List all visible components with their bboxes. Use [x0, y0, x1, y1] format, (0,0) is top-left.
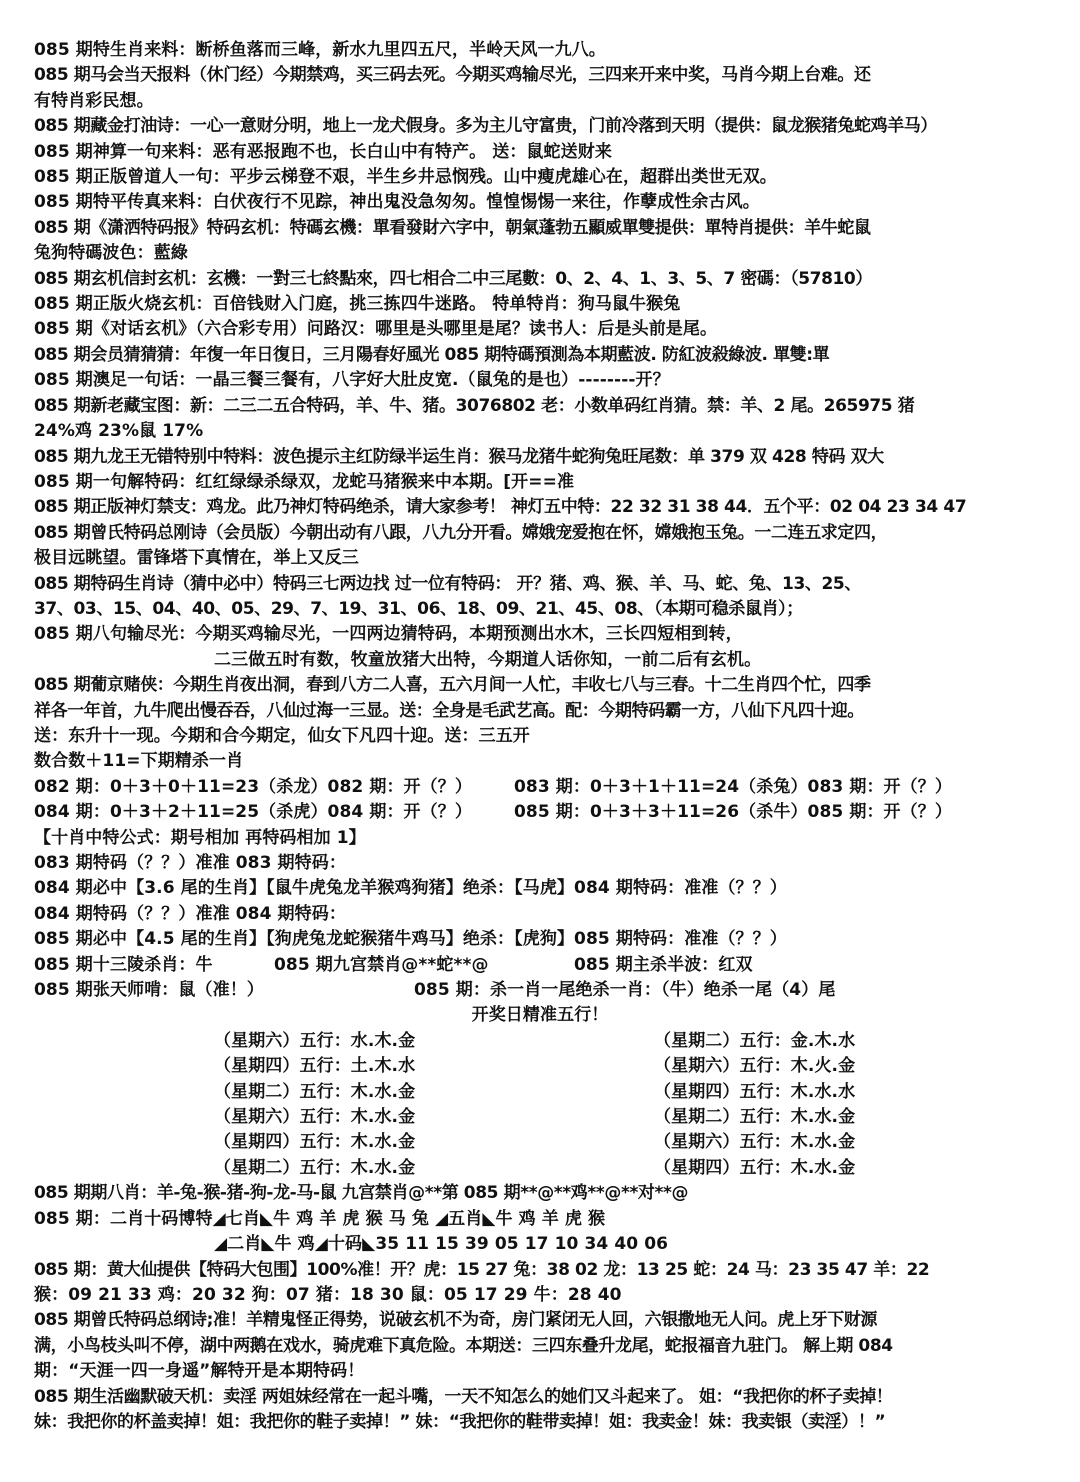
text-line: 【十肖中特公式：期号相加 再特码相加 1】 [34, 827, 366, 848]
text-line: ◢二肖◣牛 鸡◢十码◣35 11 15 39 05 17 10 34 40 06 [214, 1234, 669, 1255]
text-line: 期：“天涯一四一身遥”解特开是本期特码！ [34, 1361, 365, 1382]
wuxing-cell: （星期六）五行：水.木.金 [214, 1030, 416, 1051]
text-line: 有特肖彩民想。 [34, 90, 154, 111]
text-line: 083 期特码（？？）准准 083 期特码： [34, 853, 346, 873]
text-line: 妹：我把你的杯盖卖掉！姐：我把你的鞋子卖掉！” 妹：“我把你的鞋带卖掉！姐：我卖金！妹：我卖银（卖淫）！” [34, 1411, 886, 1432]
text-line: 084 期特码（？？）准准 084 期特码： [34, 903, 346, 924]
wuxing-cell: （星期二）五行：木.水.金 [214, 1157, 416, 1178]
formula-cell: 085 期：0＋3＋3＋11=26（杀牛）085 期：开（？） [514, 802, 952, 823]
text-line: 085 期期八肖：羊-兔-猴-猪-狗-龙-马-鼠 九宫禁肖@**第 085 期**@**鸡**@**对**@ [34, 1183, 689, 1204]
text-line: 085 期神算一句来料：恶有恶报跑不也，长白山中有特产。 送：鼠蛇送财来 [34, 141, 612, 162]
wuxing-cell: （星期四）五行：土.木.水 [214, 1056, 416, 1077]
wuxing-cell: （星期四）五行：木.水.金 [214, 1132, 416, 1153]
text-line: 085 期特平传真来料：白伏夜行不见踪，神出鬼没急匆匆。惶惶惕惕一来往，作孽成性余古风。 [34, 192, 760, 213]
text-line: 085 期：黄大仙提供【特码大包围】100%准！开？虎：15 27 兔：38 02 龙：13 25 蛇：24 马：23 35 47 羊：22 [34, 1259, 930, 1280]
kill-row [34, 953, 1046, 978]
formula-cell: 083 期：0＋3＋1＋11=24（杀兔）083 期：开（？） [514, 776, 952, 797]
wuxing-cell: （星期六）五行：木.水.金 [654, 1132, 856, 1153]
text-line: 满，小鸟枝头叫不停，湖中两鹅在戏水，骑虎难下真危险。本期送：三四东叠升龙尾，蛇报福音九驻门。 解上期 084 [34, 1335, 893, 1356]
wuxing-cell: （星期二）五行：木.水.金 [654, 1107, 856, 1128]
text-line: 085 期曾氏特码总刚诗（会员版）今朝出动有八跟，八九分开看。嫦娥宠爱抱在怀，嫦娥抱玉兔。一二连五求定四， [34, 522, 888, 543]
wuxing-cell: （星期四）五行：木.水.水 [654, 1081, 856, 1102]
kill-cell: 085 期九宫禁肖@**蛇**@ [274, 954, 489, 975]
text-line: 085 期八句输尽光：今期买鸡输尽光，一四两边猜特码，本期预测出水木，三长四短相到转， [34, 624, 743, 645]
text-line: 085 期新老藏宝图：新：二三二五合特码，羊、牛、猪。3076802 老：小数单码红肖猜。禁：羊、2 尾。265975 猪 [34, 395, 915, 416]
text-line: 085 期生活幽默破天机：卖淫 两姐妹经常在一起斗嘴，一天不知怎么的她们又斗起来了。 姐：“我把你的杯子卖掉！ [34, 1386, 893, 1407]
text-line: 兔狗特碼波色：藍綠 [34, 243, 188, 264]
text-line: 085 期藏金打油诗：一心一意财分明，地上一龙犬假身。多为主儿守富贵，门前冷落到天明（提供：鼠龙猴猪兔蛇鸡羊马） [34, 116, 938, 137]
text-line: 085 期一句解特码：红红绿绿杀绿双，龙蛇马猪猴来中本期。[开==准 [34, 471, 575, 492]
kill-cell: 085 期主杀半波：红双 [574, 954, 753, 975]
text-line: 085 期曾氏特码总纲诗;准！羊精鬼怪正得势，说破玄机不为奇，房门紧闭无人回，六银撒地无人问。虎上牙下财源 [34, 1310, 878, 1331]
kill-cell: 085 期：杀一肖一尾绝杀一肖：（牛）绝杀一尾（4）尾 [414, 980, 836, 1001]
text-line: 085 期正版曾道人一句：平步云梯登不艰，半生乡井忌悯残。山中瘦虎雄心在，超群出类世无双。 [34, 167, 777, 188]
text-line: 085 期必中【4.5 尾的生肖】【狗虎兔龙蛇猴猪牛鸡马】绝杀：【虎狗】085 期特码：准准（？？） [34, 929, 787, 950]
kill-cell: 085 期张天师啃：鼠（准！） [34, 980, 264, 1001]
text-line: 猴：09 21 33 鸡：20 32 狗：07 猪：18 30 鼠：05 17 29 牛：28 40 [34, 1284, 622, 1305]
wuxing-cell: （星期四）五行：木.水.金 [654, 1157, 856, 1178]
text-line: 085 期：二肖十码博特◢七肖◣牛 鸡 羊 虎 猴 马 兔 ◢五肖◣牛 鸡 羊 虎 猴 [34, 1208, 606, 1229]
formula-cell: 084 期：0＋3＋2＋11=25（杀虎）084 期：开（？） [34, 802, 472, 823]
kill-row [34, 978, 1046, 1003]
text-line: 24%鸡 23%鼠 17% [34, 421, 204, 442]
text-line: 085 期会员猜猜猜：年復一年日復日，三月陽春好風光 085 期特碼預測為本期藍波. 防紅波殺綠波. 單雙:單 [34, 344, 830, 365]
text-line: 085 期正版神灯禁支：鸡龙。此乃神灯特码绝杀，请大家参考！ 神灯五中特：22 32 31 38 44．五个平：02 04 23 34 47 [34, 497, 967, 518]
text-line: 37、03、15、04、40、05、29、7、19、31、06、18、09、21、45、08、（本期可稳杀鼠肖）； [34, 598, 803, 619]
wuxing-cell: （星期六）五行：木.火.金 [654, 1056, 856, 1077]
wuxing-cell: （星期二）五行：金.木.水 [654, 1030, 856, 1051]
formula-row [34, 775, 1046, 800]
text-line: 祥各一年首，九牛爬出慢吞吞，八仙过海一三显。送：全身是毛武艺高。配：今期特码霸一方，八仙下凡四十迎。 [34, 700, 864, 721]
text-line: 085 期特生肖来料：断桥鱼落而三峰，新水九里四五尺，半岭天风一九八。 [34, 40, 606, 60]
wuxing-cell: （星期六）五行：木.水.金 [214, 1107, 416, 1128]
text-line: 085 期葡京赌侠：今期生肖夜出洞，春到八方二人喜，五六月间一人忙，丰收七八与三春。十二生肖四个忙，四季 [34, 675, 871, 696]
text-line: 极目远眺望。雷锋塔下真情在，举上又反三 [34, 548, 359, 569]
text-line: 084 期必中【3.6 尾的生肖】【鼠牛虎兔龙羊猴鸡狗猪】绝杀：【马虎】084 期特码：准准（？？） [34, 878, 787, 899]
wuxing-title: 开奖日精准五行！ [471, 1005, 609, 1026]
text-line: 数合数＋11=下期精杀一肖 [34, 751, 244, 772]
text-line: 二三做五时有数，牧童放猪大出特，今期道人话你知，一前二后有玄机。 [214, 649, 762, 670]
formula-row [34, 800, 1046, 825]
text-line: 085 期《潇洒特码报》特码玄机：特碼玄機：單看發財六字中，朝氣蓬勃五顯威單雙提供：單特肖提供：羊牛蛇鼠 [34, 217, 871, 238]
formula-cell: 082 期：0＋3＋0＋11=23（杀龙）082 期：开（？） [34, 776, 472, 797]
text-line: 085 期九龙王无错特别中特料：波色提示主红防绿半运生肖：猴马龙猪牛蛇狗兔旺尾数：单 379 双 428 特码 双大 [34, 446, 884, 467]
text-line: 085 期《对话玄机》（六合彩专用）问路汉：哪里是头哪里是尾？读书人：后是头前是尾。 [34, 319, 718, 340]
wuxing-table [34, 1029, 1046, 1181]
text-line: 085 期马会当天报料（休门经）今期禁鸡，买三码去死。今期买鸡输尽光，三四来开来中奖，马肖今期上台难。还 [34, 65, 871, 86]
kill-cell: 085 期十三陵杀肖：牛 [34, 954, 213, 975]
text-line: 085 期正版火烧玄机：百倍钱财入门庭，挑三拣四牛迷路。 特单特肖：狗马鼠牛猴兔 [34, 294, 681, 315]
text-line: 085 期玄机信封玄机：玄機：一對三七終點來，四七相合二中三尾數：0、2、4、1、3、5、7 密碼：（57810） [34, 268, 872, 289]
text-line: 085 期特码生肖诗（猜中必中）特码三七两边找 过一位有特码： 开？猪、鸡、猴、羊、马、蛇、兔、13、25、 [34, 573, 861, 594]
text-line: 085 期澳足一句话：一晶三餐三餐有，八字好大肚皮宽.（鼠兔的是也）--------开？ [34, 370, 670, 391]
text-line: 送：东升十一现。今期和合今期定，仙女下凡四十迎。送：三五开 [34, 725, 530, 746]
wuxing-cell: （星期二）五行：木.水.金 [214, 1081, 416, 1102]
